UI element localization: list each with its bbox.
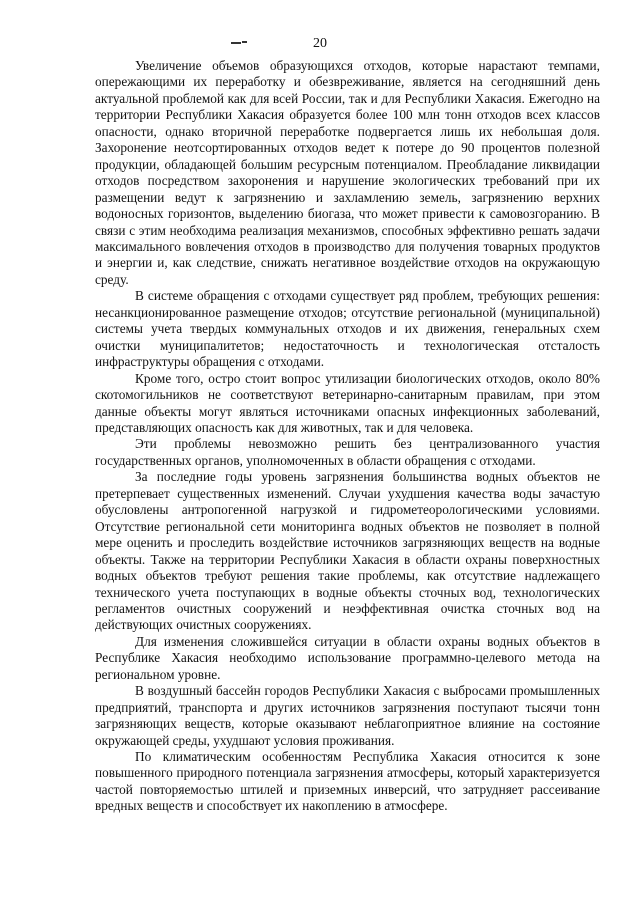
paragraph-climate: По климатическим особенностям Республика Хакасия относится к зоне повышенного природного потенциала загрязнения атмосферы, который характеризуется частой повторяемостью штилей и приземных инверсий, что затрудняет рассеивание вредных веществ и способствует их накоплению в атмосфере. xyxy=(95,749,600,814)
paragraph-biological-waste: Кроме того, остро стоит вопрос утилизации биологических отходов, около 80% скотомогильников не соответствуют ветеринарно-санитарным правилам, при этом данные объекты могут являться источниками опасных инфекционных заболеваний, представляющих опасность как для животных, так и для человека. xyxy=(95,370,600,435)
page-number: 20 xyxy=(313,36,327,51)
document-body xyxy=(95,58,600,815)
paragraph-waste-volume: Увеличение объемов образующихся отходов, которые нарастают темпами, опережающими их переработку и обезвреживание, является на сегодняшний день актуальной проблемой как для всей России, так и для Республики Хакасия. Ежегодно на территории Республики Хакасия образуется более 100 млн тонн отходов всех классов опасности, однако вторичной переработке подвергается лишь их небольшая доля. Захоронение неотсортированных отходов ведет к потере до 90 процентов полезной продукции, обладающей большим ресурсным потенциалом. Преобладание ликвидации отходов посредством захоронения и нарушение экологических требований при их размещении ведут к загрязнению и захламлению земель, загрязнению верхних водоносных горизонтов, выделению биогаза, что может привести к самовозгоранию. В связи с этим необходима реализация механизмов, способных эффективно решать задачи максимального вовлечения отходов в производство для получения товарных продуктов и энергии и, как следствие, снижать негативное воздействие отходов на окружающую среду. xyxy=(95,58,600,287)
paragraph-waste-problems: В системе обращения с отходами существует ряд проблем, требующих решения: несанкционированное размещение отходов; отсутствие региональной (муниципальной) системы учета твердых коммунальных отходов и их движения, генеральных схем очистки муниципалитетов; недостаточность и технологическая отсталость инфраструктуры обращения с отходами. xyxy=(95,288,600,370)
paragraph-water-pollution: За последние годы уровень загрязнения большинства водных объектов не претерпевает существенных изменений. Случаи ухудшения качества воды зачастую обусловлены антропогенной нагрузкой и гидрометеорологическими условиями. Отсутствие региональной сети мониторинга водных объектов не позволяет в полной мере оценить и проследить воздействие источников загрязняющих веществ на водные объекты. Также на территории Республики Хакасия в области охраны поверхностных водных объектов требуют решения такие проблемы, как отсутствие надлежащего технического учета поступающих в водные объекты сточных вод, технологических регламентов очистных сооружений и неэффективная очистка сточных вод на действующих очистных сооружениях. xyxy=(95,469,600,633)
paragraph-air-emissions: В воздушный бассейн городов Республики Хакасия с выбросами промышленных предприятий, транспорта и других источников загрязнения поступают тысячи тонн загрязняющих веществ, которые оказывают неблагоприятное влияние на состояние окружающей среды, ухудшают условия проживания. xyxy=(95,683,600,748)
paragraph-centralized-participation: Эти проблемы невозможно решить без централизованного участия государственных органов, уполномоченных в области обращения с отходами. xyxy=(95,436,600,468)
paragraph-water-program: Для изменения сложившейся ситуации в области охраны водных объектов в Республике Хакасия необходимо использование программно-целевого метода на региональном уровне. xyxy=(95,633,600,682)
